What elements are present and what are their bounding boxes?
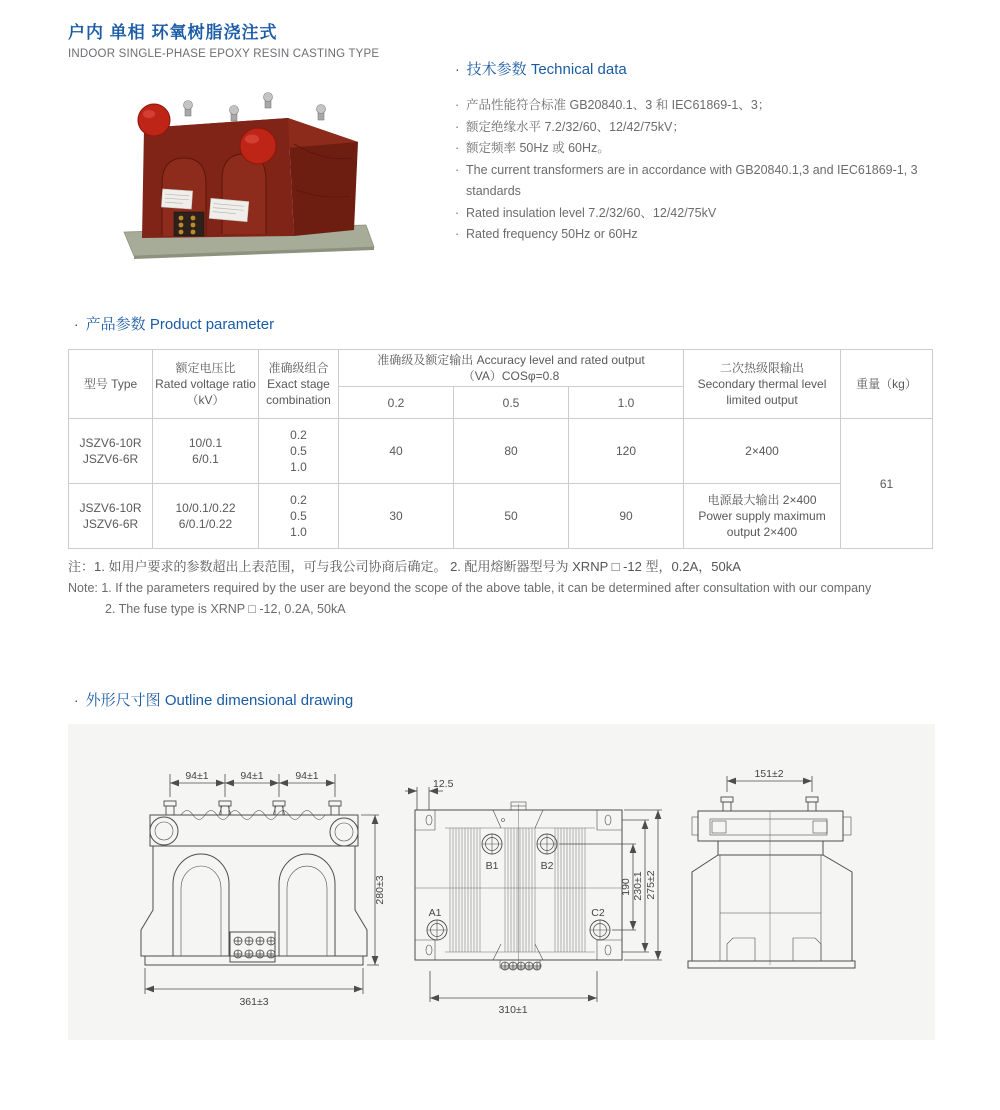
dim-label: 230±1 xyxy=(632,871,644,901)
terminal-label: B1 xyxy=(485,860,499,872)
top-view-dim-offset xyxy=(405,778,454,810)
terminal-label: B2 xyxy=(540,860,554,872)
col-header-accuracy: 准确级及额定输出 Accuracy level and rated output （VA）COSφ=0.8 xyxy=(339,350,684,387)
table-row xyxy=(69,484,933,549)
table-row xyxy=(69,419,933,484)
section-bullet: · xyxy=(455,61,460,77)
cell-type: JSZV6-10R JSZV6-6R xyxy=(69,419,153,484)
dim-label: 275±2 xyxy=(645,870,657,900)
tech-item: · Rated insulation level 7.2/32/60、12/42/75kV xyxy=(455,205,717,220)
top-view-dim-width xyxy=(430,971,597,1016)
tech-item: · 额定频率 50Hz 或 60Hz。 xyxy=(455,141,610,155)
tech-item: · 额定绝缘水平 7.2/32/60、12/42/75kV； xyxy=(455,119,685,134)
cell-va: 40 xyxy=(339,419,454,484)
side-view-body xyxy=(688,797,855,968)
terminal-label: C2 xyxy=(591,907,605,919)
col-header-acc-02: 0.2 xyxy=(339,387,454,419)
cell-ratio: 10/0.1 6/0.1 xyxy=(153,419,259,484)
dim-label: 151±2 xyxy=(754,768,784,780)
front-view-drawing xyxy=(133,762,395,1012)
col-header-secondary: 二次热级限输出 Secondary thermal level limited output xyxy=(684,350,841,419)
product-parameter-heading: · 产品参数 Product parameter xyxy=(74,316,275,333)
table-notes xyxy=(68,556,968,620)
dim-label: 190 xyxy=(620,878,632,896)
col-header-type: 型号 Type xyxy=(69,350,153,419)
col-header-acc-05: 0.5 xyxy=(454,387,569,419)
page-subtitle: INDOOR SINGLE-PHASE EPOXY RESIN CASTING TYPE xyxy=(68,48,380,60)
dim-label: 94±1 xyxy=(295,770,319,782)
dim-label: 280±3 xyxy=(374,875,386,905)
col-header-ratio: 额定电压比 Rated voltage ratio （kV） xyxy=(153,350,259,419)
note-en-2: 2. The fuse type is XRNP □ -12, 0.2A, 50kA xyxy=(105,602,346,616)
tech-item: · 产品性能符合标准 GB20840.1、3 和 IEC61869-1、3； xyxy=(455,98,771,112)
cell-weight: 61 xyxy=(841,419,933,549)
technical-data-section xyxy=(455,58,1000,246)
dim-label: 94±1 xyxy=(185,770,209,782)
section-bullet: · xyxy=(74,692,79,708)
product-photo xyxy=(118,84,380,260)
photo-terminal-block xyxy=(174,212,204,236)
cell-stage: 0.2 0.5 1.0 xyxy=(259,484,339,549)
cell-type: JSZV6-10R JSZV6-6R xyxy=(69,484,153,549)
section-bullet: · xyxy=(74,316,79,332)
tech-item-continuation: standards xyxy=(466,184,521,198)
front-view-dim-width xyxy=(145,968,363,1008)
front-view-dim-height xyxy=(361,815,386,965)
terminal-label: A1 xyxy=(428,907,442,919)
cell-va: 80 xyxy=(454,419,569,484)
cell-va: 90 xyxy=(569,484,684,549)
top-view-dims-right xyxy=(559,810,662,960)
note-en-1: Note: 1. If the parameters required by the user are beyond the scope of the above table, it can be determined after consultation with our company xyxy=(68,581,872,595)
technical-data-heading: · 技术参数 Technical data xyxy=(455,61,627,78)
dim-label: 12.5 xyxy=(433,778,454,790)
side-view-drawing xyxy=(680,762,952,1010)
dim-label: 361±3 xyxy=(239,996,269,1008)
cell-ratio: 10/0.1/0.22 6/0.1/0.22 xyxy=(153,484,259,549)
note-zh: 注：1. 如用户要求的参数超出上表范围，可与我公司协商后确定。 2. 配用熔断器型号为 XRNP □ -12 型，0.2A，50kA xyxy=(68,559,741,574)
cell-va: 50 xyxy=(454,484,569,549)
dim-label: 310±1 xyxy=(498,1004,528,1016)
cell-va: 30 xyxy=(339,484,454,549)
page-title: 户内 单相 环氧树脂浇注式 xyxy=(68,23,278,42)
tech-item: · Rated frequency 50Hz or 60Hz xyxy=(455,227,638,241)
photo-top-studs xyxy=(184,93,326,122)
col-header-acc-10: 1.0 xyxy=(569,387,684,419)
front-view-body xyxy=(141,801,367,965)
col-header-weight: 重量（kg） xyxy=(841,350,933,419)
tech-item: · The current transformers are in accordance with GB20840.1,3 and IEC61869-1, 3 standards xyxy=(455,160,1000,203)
front-view-dim-top xyxy=(170,770,335,797)
technical-data-list xyxy=(455,95,1000,246)
dim-label: 94±1 xyxy=(240,770,264,782)
cooling-fins xyxy=(450,828,585,952)
outline-drawing-heading: · 外形尺寸图 Outline dimensional drawing xyxy=(74,692,354,709)
cell-stage: 0.2 0.5 1.0 xyxy=(259,419,339,484)
top-view-body xyxy=(415,802,622,970)
top-view-drawing xyxy=(405,762,673,1016)
cell-secondary: 2×400 xyxy=(684,419,841,484)
page-header xyxy=(68,18,379,60)
side-view-dim-top xyxy=(727,768,812,792)
cell-secondary: 电源最大输出 2×400 Power supply maximum output 2×400 xyxy=(684,484,841,549)
cell-va: 120 xyxy=(569,419,684,484)
product-parameter-table xyxy=(68,349,933,549)
col-header-stage: 准确级组合 Exact stage combination xyxy=(259,350,339,419)
outline-drawing-panel xyxy=(68,724,935,1040)
